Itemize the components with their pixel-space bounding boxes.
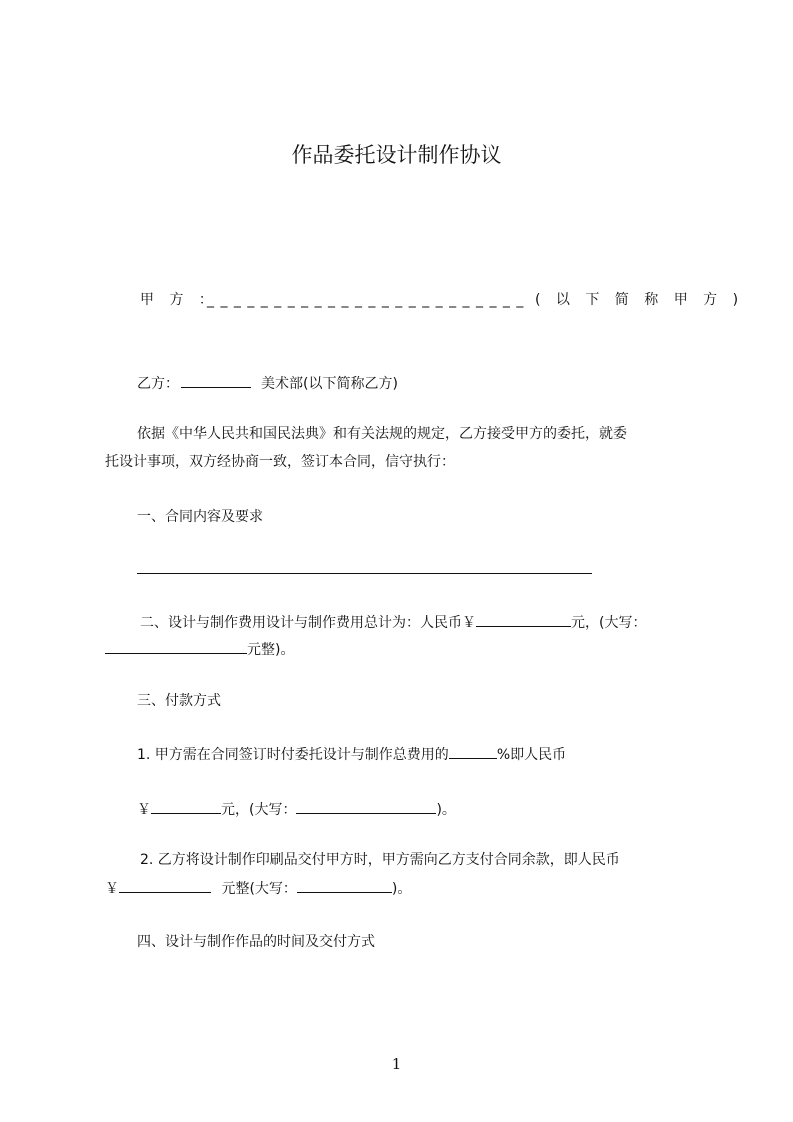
payment-item-2-line-2 (105, 877, 411, 899)
payment-item-1-line-1 (137, 743, 566, 765)
party-a-suffix: ( 以 下 简 称 甲 方 ) (535, 292, 744, 308)
party-b-suffix: 美术部(以下简称乙方) (261, 376, 398, 392)
payment-item-2-tail: )。 (391, 881, 412, 897)
section-2-line-2 (105, 638, 294, 660)
section-2-mid: 元，(大写： (571, 615, 647, 631)
payment-item-2-currency: ￥ (105, 881, 119, 897)
party-b-line (137, 372, 398, 394)
section-1-heading: 一、合同内容及要求 (137, 509, 263, 525)
payment-item-2-amount-blank (119, 877, 211, 893)
page-number: 1 (391, 1055, 402, 1073)
payment-item-1-tail: %即人民币 (496, 747, 567, 763)
section-2-line-1 (140, 611, 646, 633)
preamble-line-1: 依据《中华人民共和国民法典》和有关法规的规定，乙方接受甲方的委托，就委 (137, 426, 627, 442)
payment-item-2-mid: 元整(大写： (217, 881, 297, 897)
payment-item-1-amount-blank (151, 798, 221, 814)
section-2-words-blank (105, 638, 247, 654)
section-2-amount-blank (476, 611, 571, 627)
party-b-blank (181, 372, 251, 388)
payment-item-1-mid: 元，(大写： (221, 802, 297, 818)
section-2-text: 二、设计与制作费用设计与制作费用总计为：人民币￥ (140, 615, 476, 631)
party-a-blank: _ _ _ _ _ _ _ _ _ _ _ _ _ _ _ _ _ _ _ _ _ _ _ _ (207, 292, 525, 308)
payment-item-1-text: 1. 甲方需在合同签订时付委托设计与制作总费用的 (137, 747, 449, 763)
payment-item-1-tail2: )。 (436, 802, 456, 818)
party-b-label: 乙方： (137, 376, 179, 392)
party-a-label: 甲 方 ： (140, 292, 219, 308)
document-title: 作品委托设计制作协议 (291, 143, 502, 167)
section-1-content-line (137, 573, 592, 574)
preamble-line-2: 托设计事项，双方经协商一致，签订本合同，信守执行： (105, 454, 455, 470)
payment-item-1-line-2 (137, 798, 456, 820)
payment-item-1-percent-blank (449, 743, 497, 759)
payment-item-1-currency: ￥ (137, 802, 151, 818)
section-4-heading: 四、设计与制作作品的时间及交付方式 (137, 934, 375, 950)
payment-item-2-line-1: 2. 乙方将设计制作印刷品交付甲方时，甲方需向乙方支付合同余款，即人民币 (140, 852, 620, 868)
section-2-tail: 元整)。 (247, 642, 295, 658)
payment-item-1-words-blank (296, 798, 436, 814)
section-3-heading: 三、付款方式 (137, 693, 221, 709)
payment-item-2-words-blank (297, 877, 392, 893)
